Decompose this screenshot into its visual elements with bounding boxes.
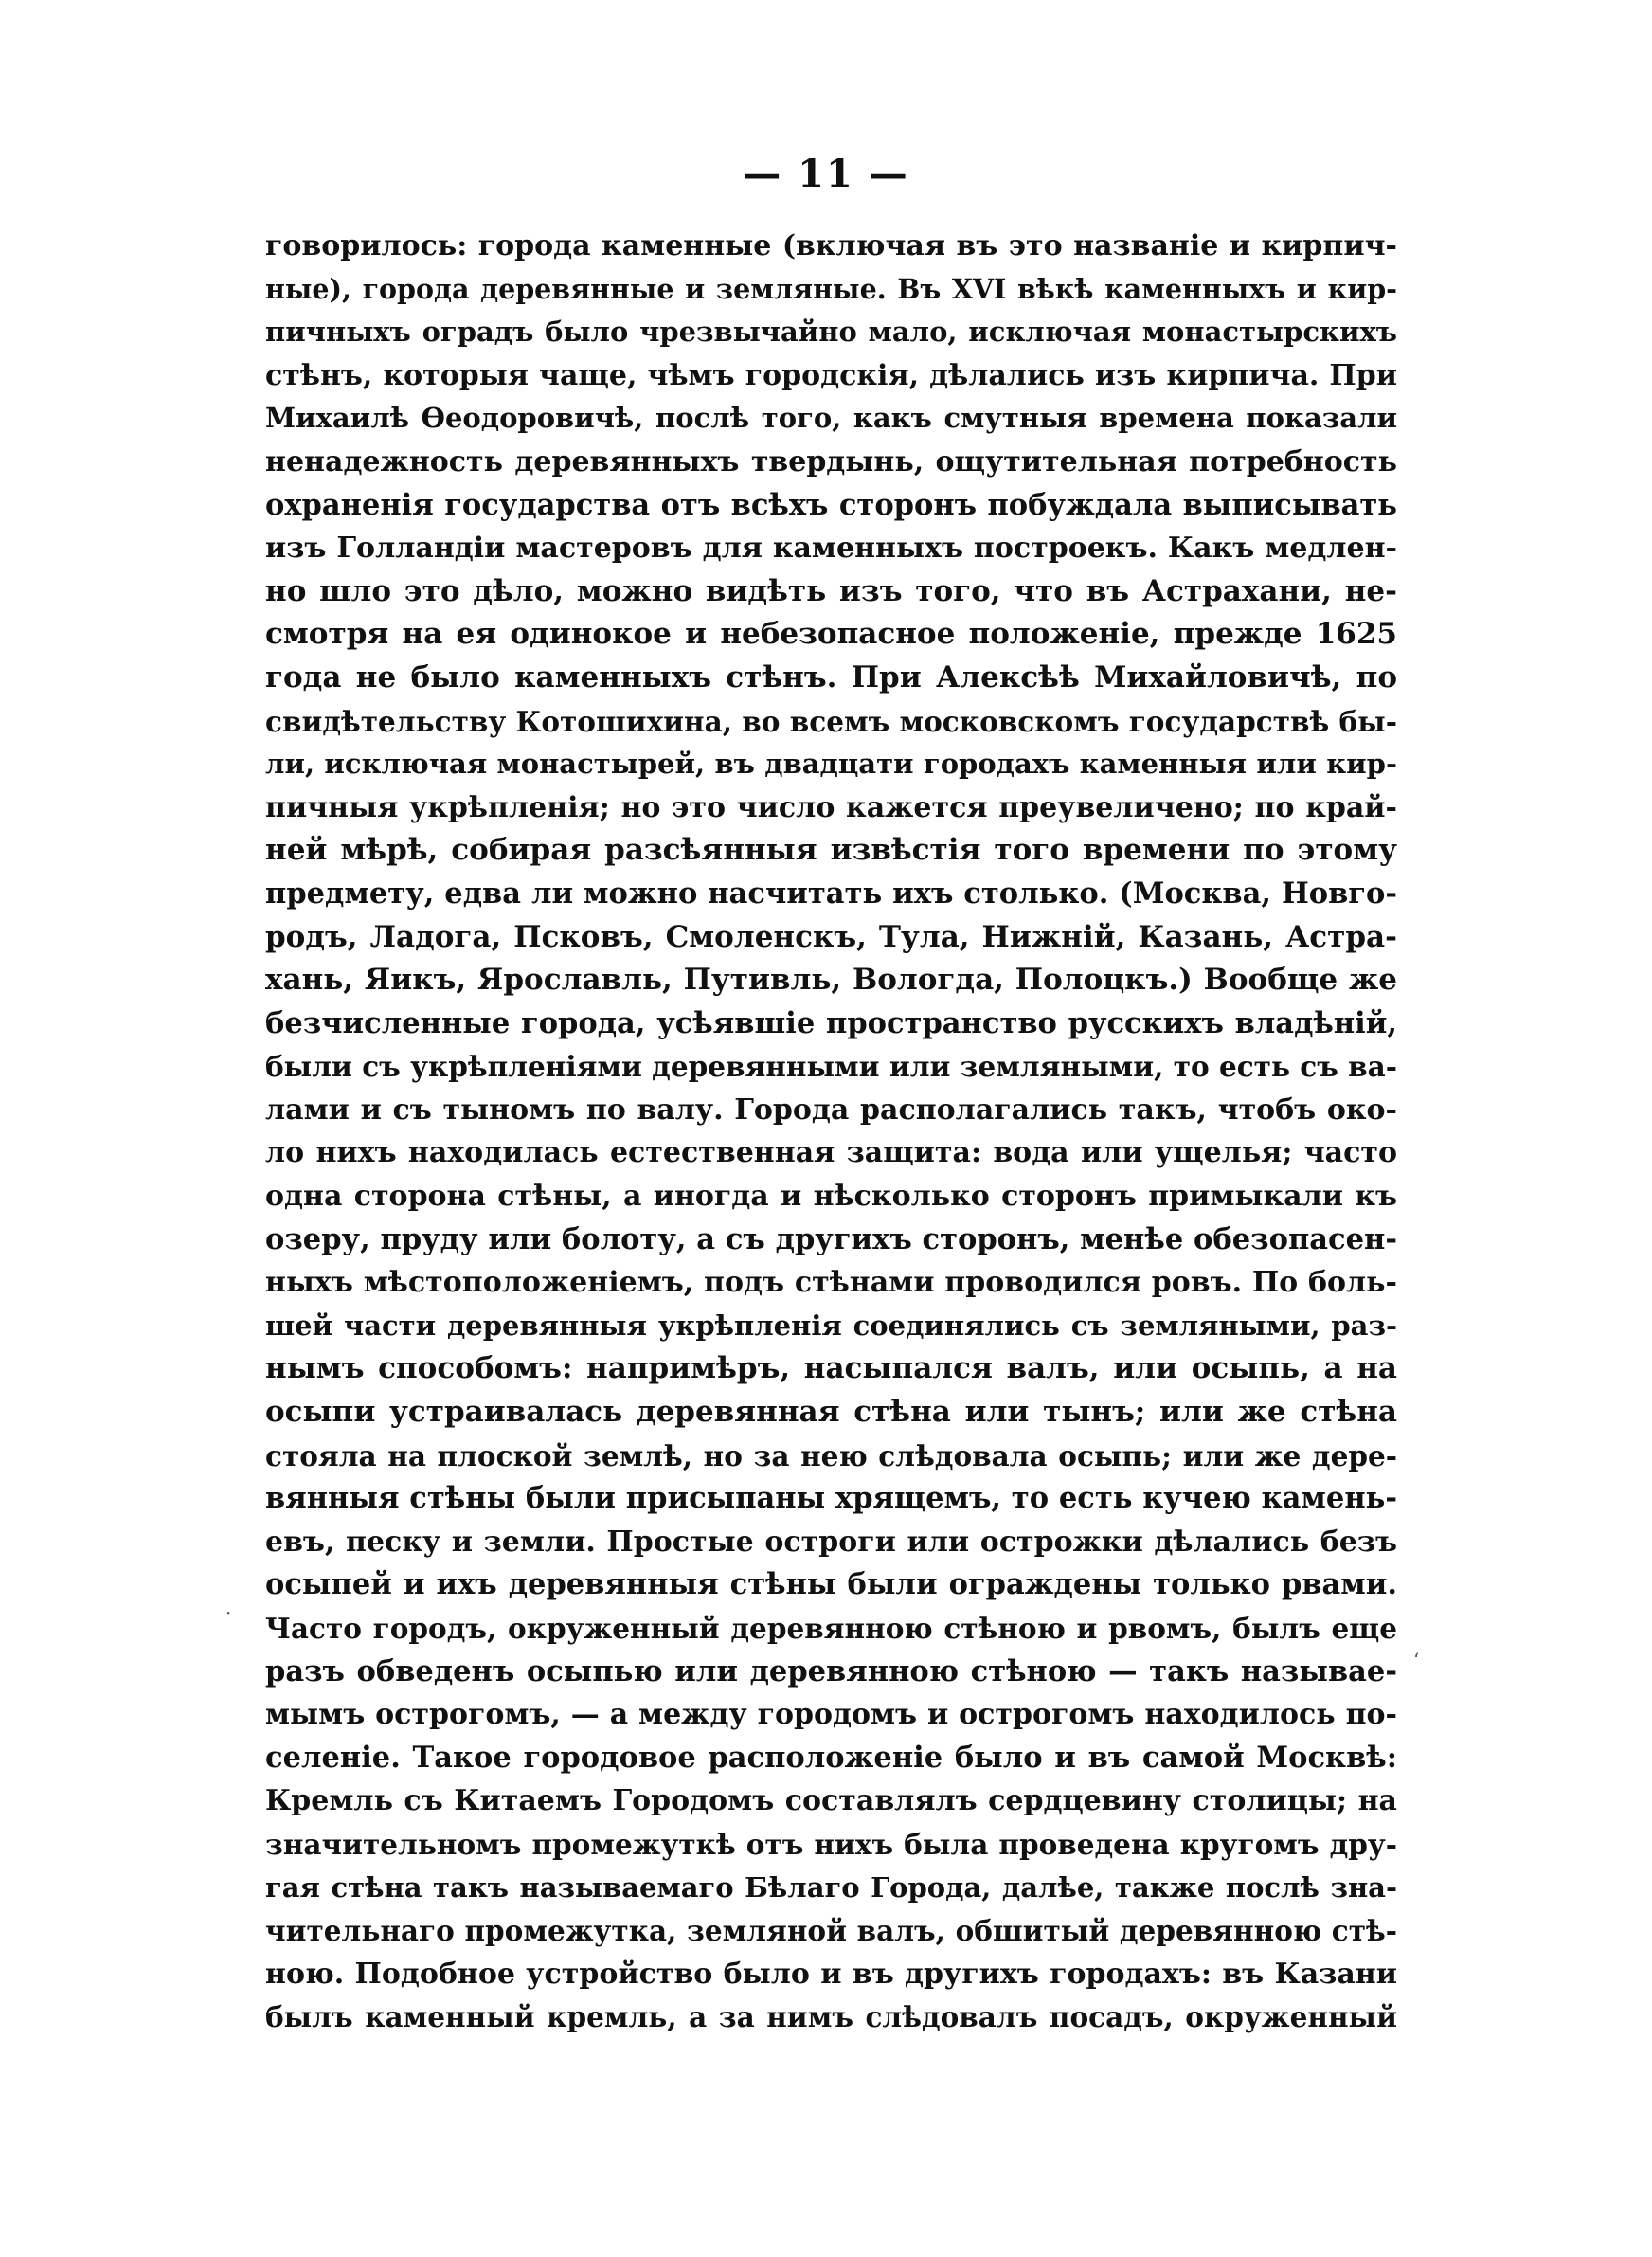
text-line: былъ каменный кремль, а за нимъ слѣдовалъ посадъ, окруженный: [265, 2000, 1397, 2034]
text-line: гая стѣна такъ называемаго Бѣлаго Города, далѣе, также послѣ зна-: [265, 1870, 1397, 1904]
text-line: чительнаго промежутка, земляной валъ, обшитый деревянною стѣ-: [265, 1914, 1397, 1948]
text-line: разъ обведенъ осыпью или деревянною стѣною — такъ называе-: [265, 1653, 1397, 1688]
text-line: стояла на плоской землѣ, но за нею слѣдовала осыпь; или же дере-: [265, 1438, 1397, 1472]
text-line: пичныя укрѣпленія; но это число кажется преувеличено; по край-: [265, 790, 1397, 824]
text-line: шей части деревянныя укрѣпленія соединялись съ земляными, раз-: [265, 1309, 1397, 1342]
text-line: безчисленные города, усѣявшіе пространство русскихъ владѣній,: [265, 1005, 1397, 1040]
text-line: озеру, пруду или болоту, а съ другихъ сторонъ, менѣе обезопасен-: [265, 1221, 1397, 1256]
text-line: мымъ острогомъ, — а между городомъ и острогомъ находилось по-: [265, 1698, 1397, 1732]
text-line: осыпи устраивалась деревянная стѣна или тынъ; или же стѣна: [265, 1395, 1397, 1430]
margin-mark-right: ‘: [1413, 1649, 1420, 1671]
text-line: изъ Голландіи мастеровъ для каменныхъ построекъ. Какъ медлен-: [265, 532, 1397, 566]
text-line: ныхъ мѣстоположеніемъ, подъ стѣнами проводился ровъ. По боль-: [265, 1266, 1397, 1300]
text-line: ло нихъ находилась естественная защита: вода или ущелья; часто: [265, 1136, 1397, 1170]
text-line: осыпей и ихъ деревянныя стѣны были ограждены только рвами.: [265, 1567, 1397, 1602]
text-line: смотря на ея одинокое и небезопасное положеніе, прежде 1625: [265, 617, 1397, 652]
page-number: — 11 —: [743, 152, 909, 196]
body-text: [265, 225, 1397, 2039]
text-line: говорилось: города каменные (включая въ это названіе и кирпич-: [265, 229, 1397, 262]
text-line: вянныя стѣны были присыпаны хрящемъ, то есть кучею камень-: [265, 1481, 1397, 1516]
text-line: пичныхъ оградъ было чрезвычайно мало, исключая монастырскихъ: [265, 316, 1397, 349]
text-line: одна сторона стѣны, а иногда и нѣсколько сторонъ примыкали къ: [265, 1180, 1397, 1214]
text-line: охраненія государства отъ всѣхъ сторонъ побуждала выписывать: [265, 487, 1397, 522]
text-line: лами и съ тыномъ по валу. Города располагались такъ, чтобъ око-: [265, 1092, 1397, 1127]
text-line: Кремль съ Китаемъ Городомъ составлялъ сердцевину столицы; на: [265, 1784, 1397, 1818]
text-line: но шло это дѣло, можно видѣть изъ того, что въ Астрахани, не-: [265, 573, 1397, 608]
text-line: ною. Подобное устройство было и въ другихъ городахъ: въ Казани: [265, 1957, 1397, 1991]
text-line: ней мѣрѣ, собирая разсѣянныя извѣстія того времени по этому: [265, 833, 1397, 868]
text-line: ные), города деревянные и земляные. Въ XVI вѣкѣ каменныхъ и кир-: [265, 272, 1397, 305]
text-line: Михаилѣ Ѳеодоровичѣ, послѣ того, какъ смутныя времена показали: [265, 402, 1397, 435]
text-line: предмету, едва ли можно насчитать ихъ столько. (Москва, Новго-: [265, 876, 1397, 911]
text-line: года не было каменныхъ стѣнъ. При Алексѣѣ Михайловичѣ, по: [265, 659, 1397, 695]
text-line: ненадежность деревянныхъ твердынь, ощутительная потребность: [265, 444, 1397, 478]
text-line: Часто городъ, окруженный деревянною стѣною и рвомъ, былъ еще: [265, 1612, 1397, 1645]
text-line: родъ, Ладога, Псковъ, Смоленскъ, Тула, Нижній, Казань, Астра-: [265, 919, 1397, 954]
text-line: нымъ способомъ: напримѣръ, насыпался валъ, или осыпь, а на: [265, 1351, 1397, 1386]
text-line: стѣнъ, которыя чаще, чѣмъ городскія, дѣлались изъ кирпича. При: [265, 358, 1397, 392]
text-line: селеніе. Такое городовое расположеніе было и въ самой Москвѣ:: [265, 1740, 1397, 1775]
text-line: значительномъ промежуткѣ отъ нихъ была проведена кругомъ дру-: [265, 1827, 1397, 1861]
text-line: были съ укрѣпленіями деревянными или земляными, то есть съ ва-: [265, 1050, 1397, 1084]
text-line: евъ, песку и земли. Простые остроги или острожки дѣлались безъ: [265, 1525, 1397, 1559]
margin-mark-left: ·: [225, 1601, 232, 1624]
text-line: свидѣтельству Котошихина, во всемъ московскомъ государствѣ бы-: [265, 704, 1397, 738]
text-line: хань, Яикъ, Ярославль, Путивль, Вологда, Полоцкъ.) Вообще же: [265, 963, 1397, 998]
text-line: ли, исключая монастырей, въ двадцати городахъ каменныя или кир-: [265, 748, 1397, 781]
